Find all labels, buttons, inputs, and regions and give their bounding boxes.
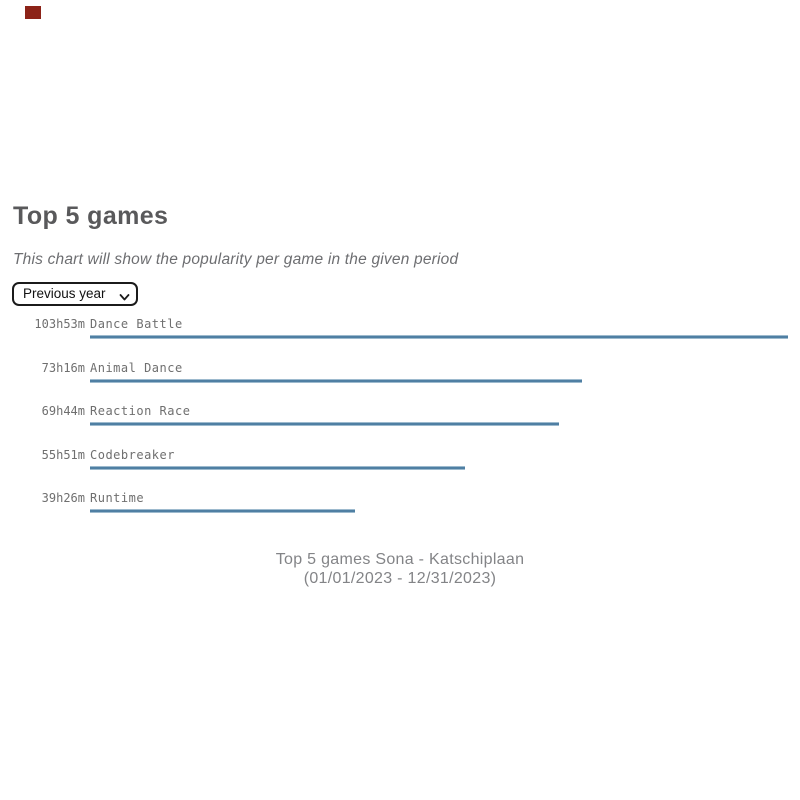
- bar-duration: 69h44m: [41, 404, 85, 418]
- bar: [90, 466, 465, 470]
- top-games-bar-chart: [0, 318, 800, 538]
- bar-row: [0, 318, 800, 361]
- bar-row: [0, 405, 800, 448]
- bar-label: Animal Dance: [90, 361, 183, 375]
- bar-row: [0, 492, 800, 535]
- bar-row: [0, 449, 800, 492]
- bar-label: Codebreaker: [90, 448, 175, 462]
- bar-label: Runtime: [90, 491, 145, 505]
- bar: [90, 379, 582, 383]
- corner-red-marker: [25, 6, 41, 19]
- period-select[interactable]: [12, 282, 138, 306]
- bar: [90, 422, 559, 426]
- bar-label: Dance Battle: [90, 317, 183, 331]
- bar-duration: 73h16m: [41, 361, 85, 375]
- chart-caption-period: (01/01/2023 - 12/31/2023): [303, 570, 497, 587]
- page-title: Top 5 games: [13, 202, 169, 230]
- chart-caption: [0, 550, 800, 588]
- period-select-wrap: [12, 282, 138, 306]
- chart-caption-title: Top 5 games Sona - Katschiplaan: [275, 551, 525, 568]
- bar-duration: 39h26m: [41, 491, 85, 505]
- bar: [90, 509, 355, 513]
- bar: [90, 335, 788, 339]
- chart-description: This chart will show the popularity per game in the given period: [13, 251, 459, 268]
- bar-duration: 55h51m: [41, 448, 85, 462]
- bar-label: Reaction Race: [90, 404, 191, 418]
- bar-row: [0, 362, 800, 405]
- bar-duration: 103h53m: [34, 317, 85, 331]
